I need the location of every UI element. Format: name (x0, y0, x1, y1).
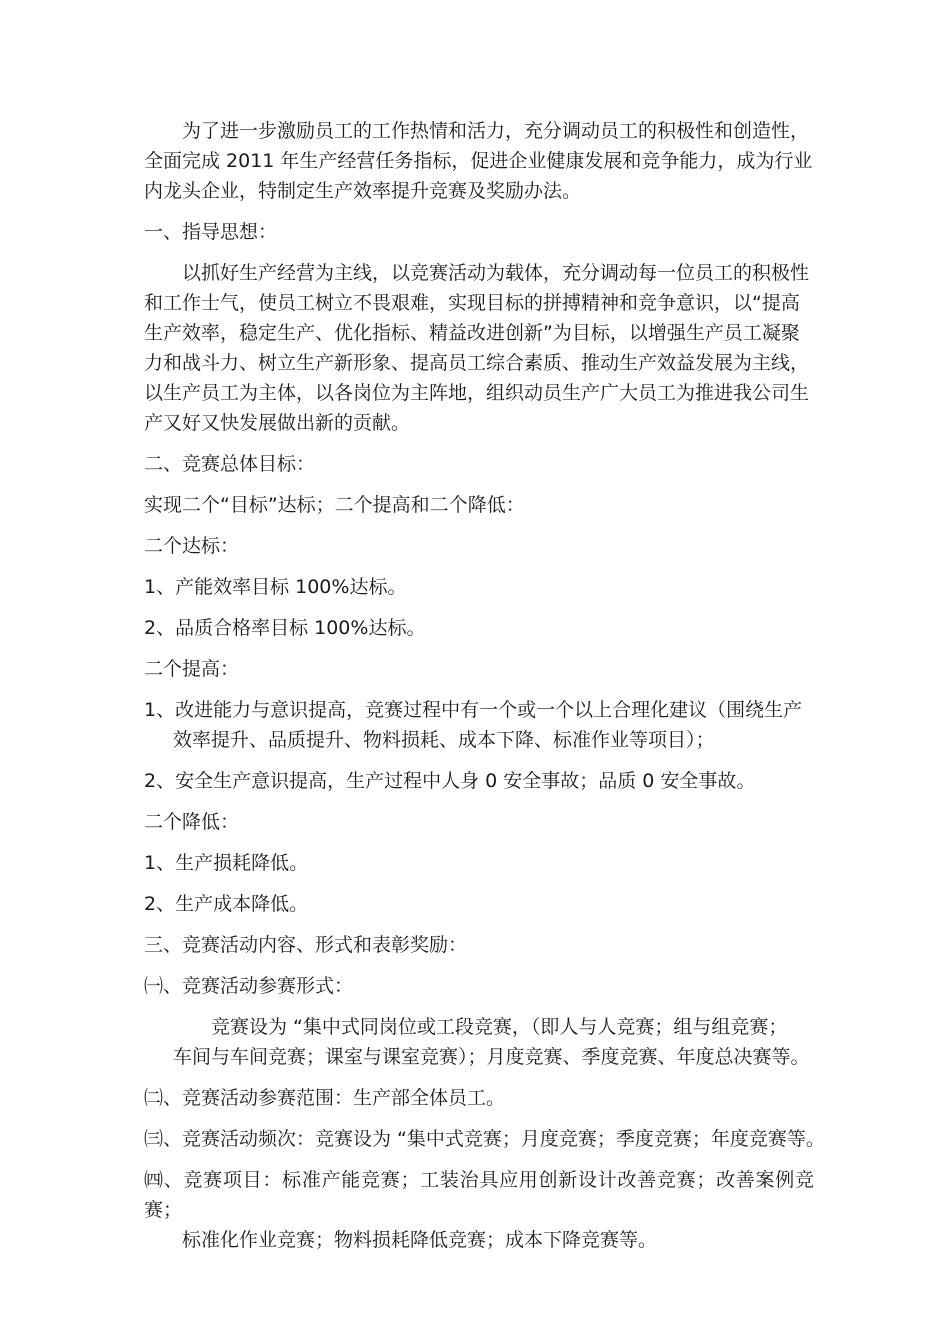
paragraph-line: 生产效率，稳定生产、优化指标、精益改进创新”为目标，以增强生产员工凝聚 (144, 322, 800, 344)
raise-item: 2、安全生产意识提高，生产过程中人身 0 安全事故；品质 0 安全事故。 (144, 770, 756, 792)
paragraph-line: 以抓好生产经营为主线，以竞赛活动为载体，充分调动每一位员工的积极性 (182, 262, 810, 284)
paragraph-line: 以生产员工为主体，以各岗位为主阵地，组织动员生产广大员工为推进我公司生 (144, 382, 810, 404)
reduction-item: 2、生产成本降低。 (144, 893, 309, 915)
intro-line: 为了进一步激励员工的工作热情和活力，充分调动员工的积极性和创造性， (182, 120, 810, 142)
paragraph-line: 和工作士气，使员工树立不畏艰难，实现目标的拼搏精神和竞争意识，以“提高 (144, 292, 800, 314)
raise-item-line: 效率提升、品质提升、物料损耗、成本下降、标准作业等项目）； (173, 729, 715, 751)
guiding-thought-paragraph (144, 258, 814, 438)
raise-item (144, 695, 814, 755)
activity-body-line: 车间与车间竞赛；课室与课室竞赛）；月度竞赛、季度竞赛、年度总决赛等。 (173, 1046, 810, 1068)
raise-item-line: 1、改进能力与意识提高，竞赛过程中有一个或一个以上合理化建议（围绕生产 (144, 699, 803, 721)
intro-line: 全面完成 2011 年生产经营任务指标，促进企业健康发展和竞争能力，成为行业 (144, 150, 813, 172)
activity-item: ㈡、竞赛活动参赛范围：生产部全体员工。 (144, 1087, 506, 1109)
activity-item-line: ㈣、竞赛项目：标准产能竞赛；工装治具应用创新设计改善竞赛；改善案例竞赛； (144, 1169, 814, 1221)
section-heading-activities: 三、竞赛活动内容、形式和表彰奖励： (144, 934, 468, 956)
paragraph-line: 力和战斗力、树立生产新形象、提高员工综合素质、推动生产效益发展为主线， (144, 352, 810, 374)
intro-paragraph (144, 116, 814, 206)
targets-heading: 二个达标： (144, 535, 240, 557)
raises-heading: 二个提高： (144, 658, 240, 680)
section-heading-guiding-thought: 一、指导思想： (144, 221, 278, 243)
activity-item-line: 标准化作业竞赛；物料损耗降低竞赛；成本下降竞赛等。 (182, 1229, 658, 1251)
section-heading-overall-goals: 二、竞赛总体目标： (144, 453, 316, 475)
reductions-heading: 二个降低： (144, 811, 240, 833)
intro-line: 内龙头企业，特制定生产效率提升竞赛及奖励办法。 (144, 180, 582, 202)
activity-item: ㈢、竞赛活动频次：竞赛设为 “集中式竞赛；月度竞赛；季度竞赛；年度竞赛等。 (144, 1128, 825, 1150)
target-item: 2、品质合格率目标 100%达标。 (144, 617, 426, 639)
activity-body-line: 竞赛设为 “集中式同岗位或工段竞赛，（即人与人竞赛；组与组竞赛； (211, 1016, 788, 1038)
goals-summary: 实现二个“目标”达标；二个提高和二个降低： (144, 494, 525, 516)
paragraph-line: 产又好又快发展做出新的贡献。 (144, 412, 411, 434)
activity-item-body (144, 1012, 814, 1072)
reduction-item: 1、生产损耗降低。 (144, 852, 309, 874)
document-body (144, 116, 825, 1255)
target-item: 1、产能效率目标 100%达标。 (144, 576, 407, 598)
activity-item-label: ㈠、竞赛活动参赛形式： (144, 975, 354, 997)
activity-item (144, 1165, 814, 1255)
